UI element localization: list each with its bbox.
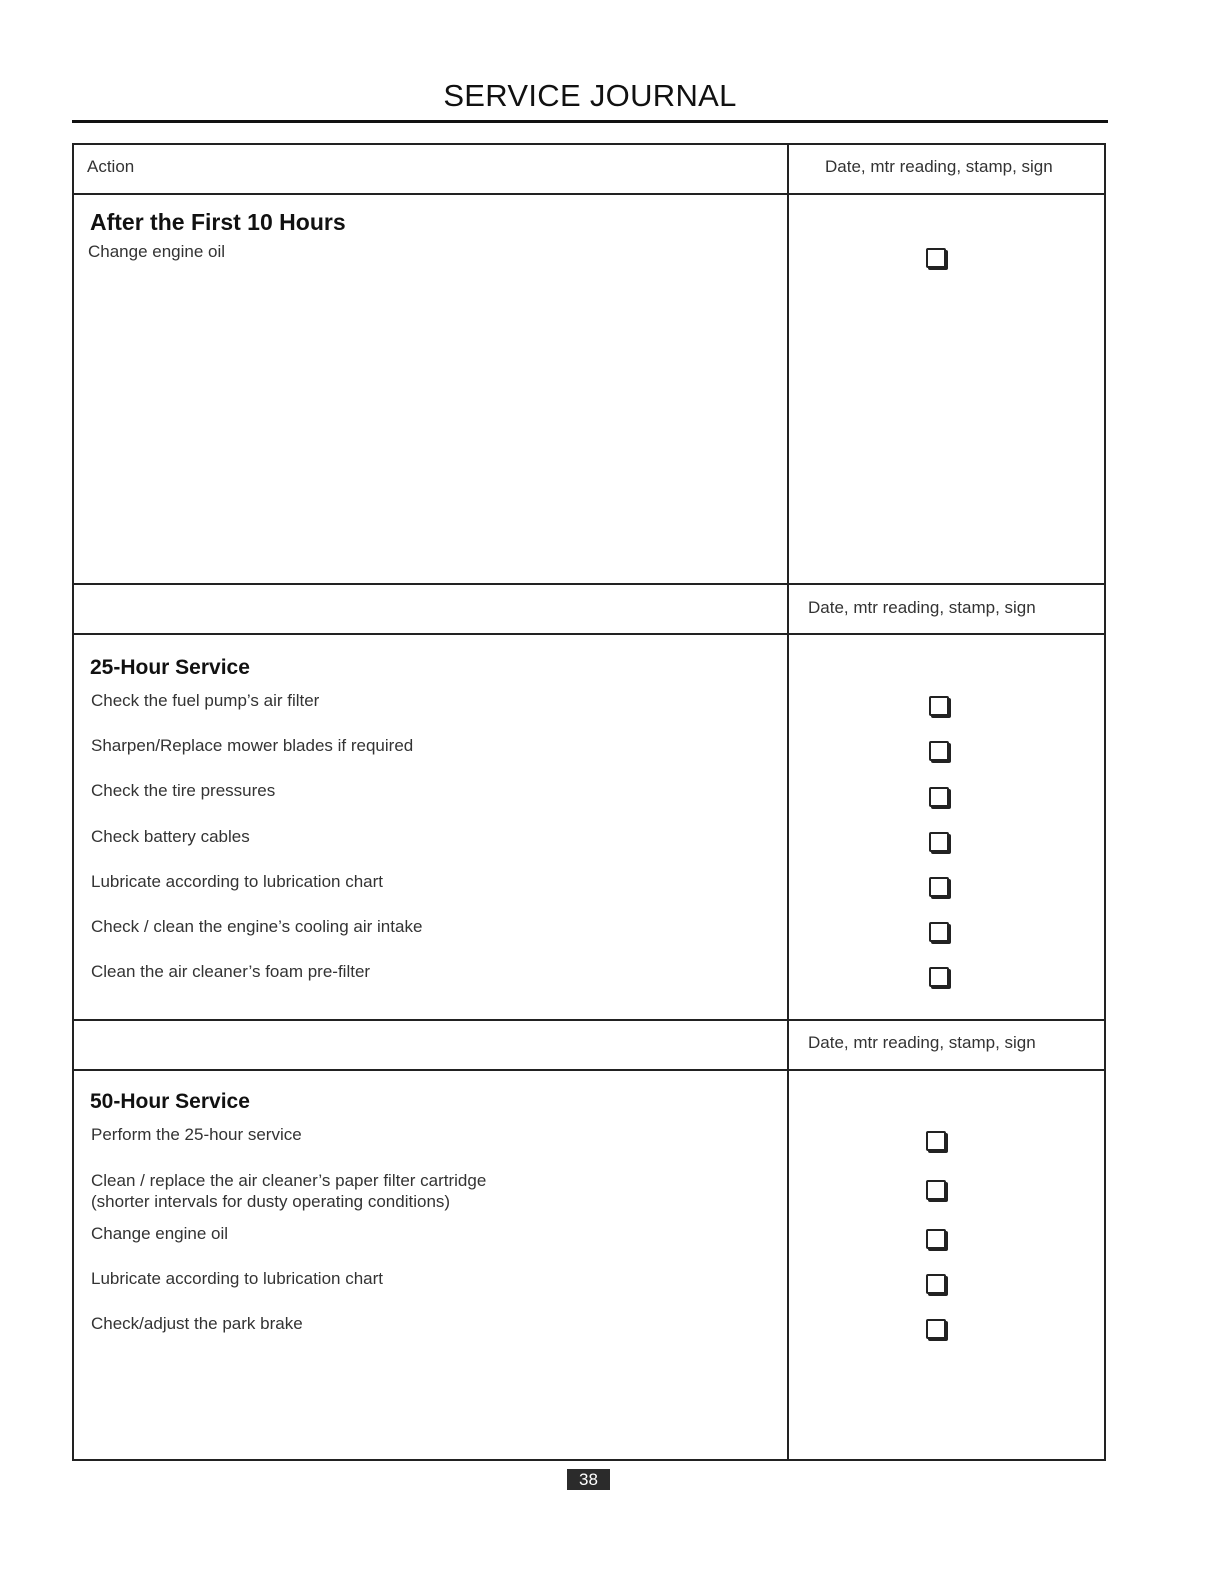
list-item: Sharpen/Replace mower blades if required xyxy=(91,736,414,755)
list-item: Change engine oil xyxy=(91,1224,229,1243)
checkbox[interactable] xyxy=(929,787,949,807)
checkbox[interactable] xyxy=(926,1180,946,1200)
list-item: Clean the air cleaner’s foam pre-filter xyxy=(91,962,371,981)
checkbox[interactable] xyxy=(929,696,949,716)
checkbox[interactable] xyxy=(926,1319,946,1339)
list-item: Check the fuel pump’s air filter xyxy=(91,691,320,710)
checkbox[interactable] xyxy=(926,1274,946,1294)
list-item: Clean / replace the air cleaner’s paper filter cartridge (shorter intervals for dusty operating conditions) xyxy=(91,1171,487,1211)
checkbox[interactable] xyxy=(929,922,949,942)
section-divider xyxy=(74,1019,1104,1021)
action-column-header: Action xyxy=(87,157,135,176)
list-item: Change engine oil xyxy=(88,242,226,261)
service-journal-table xyxy=(72,143,1106,1461)
list-item: Check battery cables xyxy=(91,827,250,846)
page-title: SERVICE JOURNAL xyxy=(443,78,737,113)
title-rule xyxy=(72,120,1108,123)
page-number: 38 xyxy=(567,1469,610,1490)
checkbox[interactable] xyxy=(929,741,949,761)
checkbox[interactable] xyxy=(926,1131,946,1151)
list-item: Check / clean the engine’s cooling air intake xyxy=(91,917,423,936)
date-column-header: Date, mtr reading, stamp, sign xyxy=(808,1033,1036,1052)
header-divider xyxy=(74,193,1104,195)
list-item: Check/adjust the park brake xyxy=(91,1314,303,1333)
checkbox[interactable] xyxy=(929,967,949,987)
section-divider xyxy=(74,583,1104,585)
section-title-first-10-hours: After the First 10 Hours xyxy=(90,209,346,235)
list-item: Perform the 25-hour service xyxy=(91,1125,302,1144)
section-divider xyxy=(74,633,1104,635)
section-title-50-hour-service: 50-Hour Service xyxy=(90,1090,250,1113)
column-divider xyxy=(787,145,789,1459)
date-column-header: Date, mtr reading, stamp, sign xyxy=(825,157,1053,176)
list-item: Lubricate according to lubrication chart xyxy=(91,872,383,891)
checkbox[interactable] xyxy=(926,1229,946,1249)
section-title-25-hour-service: 25-Hour Service xyxy=(90,656,250,679)
list-item: Lubricate according to lubrication chart xyxy=(91,1269,383,1288)
date-column-header: Date, mtr reading, stamp, sign xyxy=(808,598,1036,617)
checkbox[interactable] xyxy=(926,248,946,268)
list-item: Check the tire pressures xyxy=(91,781,276,800)
checkbox[interactable] xyxy=(929,877,949,897)
checkbox[interactable] xyxy=(929,832,949,852)
section-divider xyxy=(74,1069,1104,1071)
